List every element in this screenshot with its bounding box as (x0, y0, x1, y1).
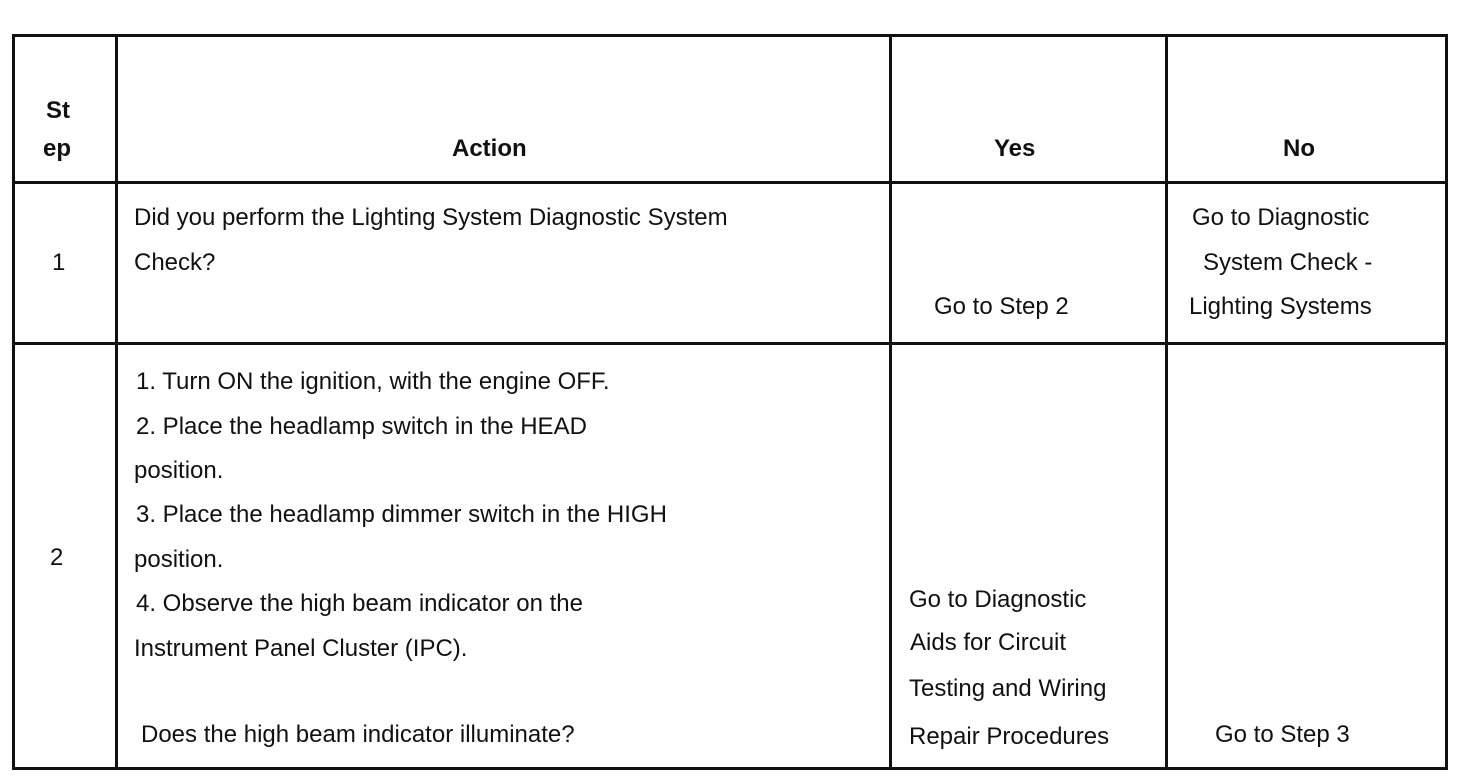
row2-action-line: 4. Observe the high beam indicator on the (136, 590, 583, 617)
header-yes: Yes (994, 135, 1036, 162)
row2-action-question: Does the high beam indicator illuminate? (141, 721, 575, 748)
row1-action-line: Check? (134, 249, 216, 276)
row2-action-line: position. (134, 546, 224, 573)
row1-action-line: Did you perform the Lighting System Diagnostic System (134, 204, 728, 231)
header-no: No (1283, 135, 1315, 162)
header-step-line2: ep (43, 135, 72, 162)
row2-step: 2 (50, 544, 64, 571)
row2-action-line: 3. Place the headlamp dimmer switch in the HIGH (136, 501, 667, 528)
row1-no-line: Lighting Systems (1189, 293, 1372, 320)
column-divider-yes (1165, 37, 1168, 767)
row1-no-line: Go to Diagnostic (1192, 204, 1370, 231)
row2-yes-line: Testing and Wiring (909, 675, 1107, 702)
header-action: Action (452, 135, 527, 162)
column-divider-action (889, 37, 892, 767)
row2-yes-line: Repair Procedures (909, 723, 1110, 750)
row2-action-line: 1. Turn ON the ignition, with the engine OFF. (136, 368, 610, 395)
row-divider (15, 342, 1445, 345)
row1-yes: Go to Step 2 (934, 293, 1069, 320)
row2-action-line: 2. Place the headlamp switch in the HEAD (136, 413, 587, 440)
row1-step: 1 (52, 249, 66, 276)
row2-action-line: position. (134, 457, 224, 484)
row2-yes-line: Aids for Circuit (910, 629, 1067, 656)
column-divider-step (115, 37, 118, 767)
header-divider (15, 181, 1445, 184)
row2-action-line: Instrument Panel Cluster (IPC). (134, 635, 468, 662)
header-step-line1: St (46, 97, 70, 124)
row1-no-line: System Check - (1203, 249, 1373, 276)
row2-no: Go to Step 3 (1215, 721, 1350, 748)
diagnostic-table (12, 34, 1448, 770)
row2-yes-line: Go to Diagnostic (909, 586, 1087, 613)
